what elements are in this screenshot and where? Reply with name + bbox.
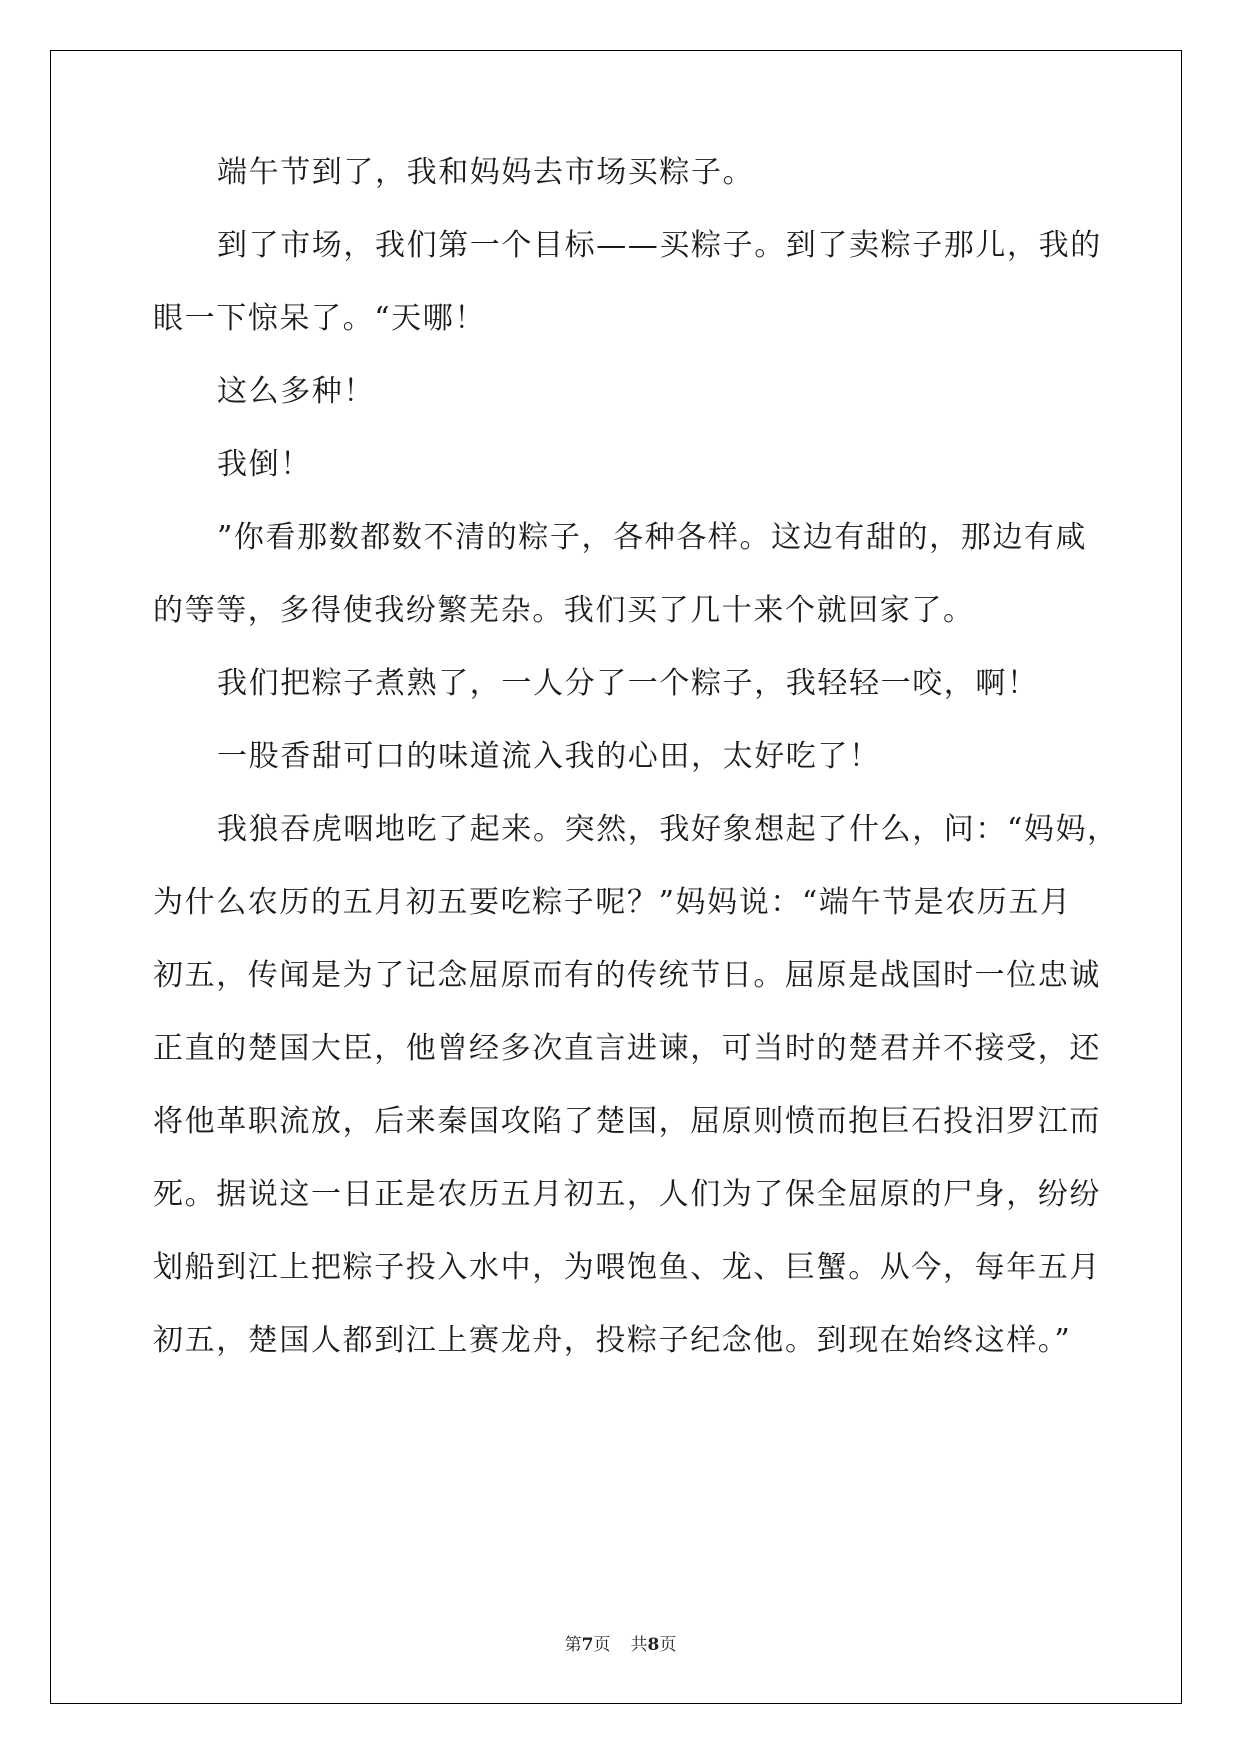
paragraph-line: 死。据说这一日正是农历五月初五，人们为了保全屈原的尸身，纷纷 xyxy=(153,1177,1101,1212)
paragraph-line: 眼一下惊呆了。“天哪！ xyxy=(153,301,486,336)
paragraph-line: 的等等，多得使我纷繁芜杂。我们买了几十来个就回家了。 xyxy=(153,593,975,628)
paragraph-line: 初五，传闻是为了记念屈原而有的传统节日。屈原是战国时一位忠诚 xyxy=(153,958,1101,993)
page-suffix: 页 xyxy=(593,1635,611,1655)
paragraph-line: 这么多种！ xyxy=(217,374,375,409)
paragraph-line: 我们把粽子煮熟了，一人分了一个粽子，我轻轻一咬，啊！ xyxy=(217,666,1039,701)
page-footer xyxy=(0,1633,1241,1657)
total-pages-label xyxy=(631,1635,677,1655)
paragraph-line: 端午节到了，我和妈妈去市场买粽子。 xyxy=(217,155,755,190)
paragraph-line: 初五，楚国人都到江上赛龙舟，投粽子纪念他。到现在始终这样。” xyxy=(153,1323,1072,1358)
paragraph-line: 我狼吞虎咽地吃了起来。突然，我好象想起了什么，问：“妈妈， xyxy=(217,812,1119,847)
paragraph-line: 划船到江上把粽子投入水中，为喂饱鱼、龙、巨蟹。从今，每年五月 xyxy=(153,1250,1101,1285)
paragraph-line: 到了市场，我们第一个目标——买粽子。到了卖粽子那儿，我的 xyxy=(217,228,1102,263)
paragraph-line: 我倒！ xyxy=(217,447,312,482)
total-suffix: 页 xyxy=(659,1635,677,1655)
paragraph-line: 正直的楚国大臣，他曾经多次直言进谏，可当时的楚君并不接受，还 xyxy=(153,1031,1101,1066)
page-prefix: 第 xyxy=(564,1635,582,1655)
page-number-label xyxy=(565,1635,611,1655)
total-prefix: 共 xyxy=(630,1635,648,1655)
paragraph-line: 一股香甜可口的味道流入我的心田，太好吃了！ xyxy=(217,739,881,774)
paragraph-line: 为什么农历的五月初五要吃粽子呢？”妈妈说：“端午节是农历五月 xyxy=(153,885,1072,920)
paragraph-line: ”你看那数都数不清的粽子，各种各样。这边有甜的，那边有咸 xyxy=(217,520,1088,555)
current-page-number: 7 xyxy=(581,1635,594,1655)
total-page-number: 8 xyxy=(647,1635,660,1655)
paragraph-line: 将他革职流放，后来秦国攻陷了楚国，屈原则愤而抱巨石投汨罗江而 xyxy=(153,1104,1101,1139)
